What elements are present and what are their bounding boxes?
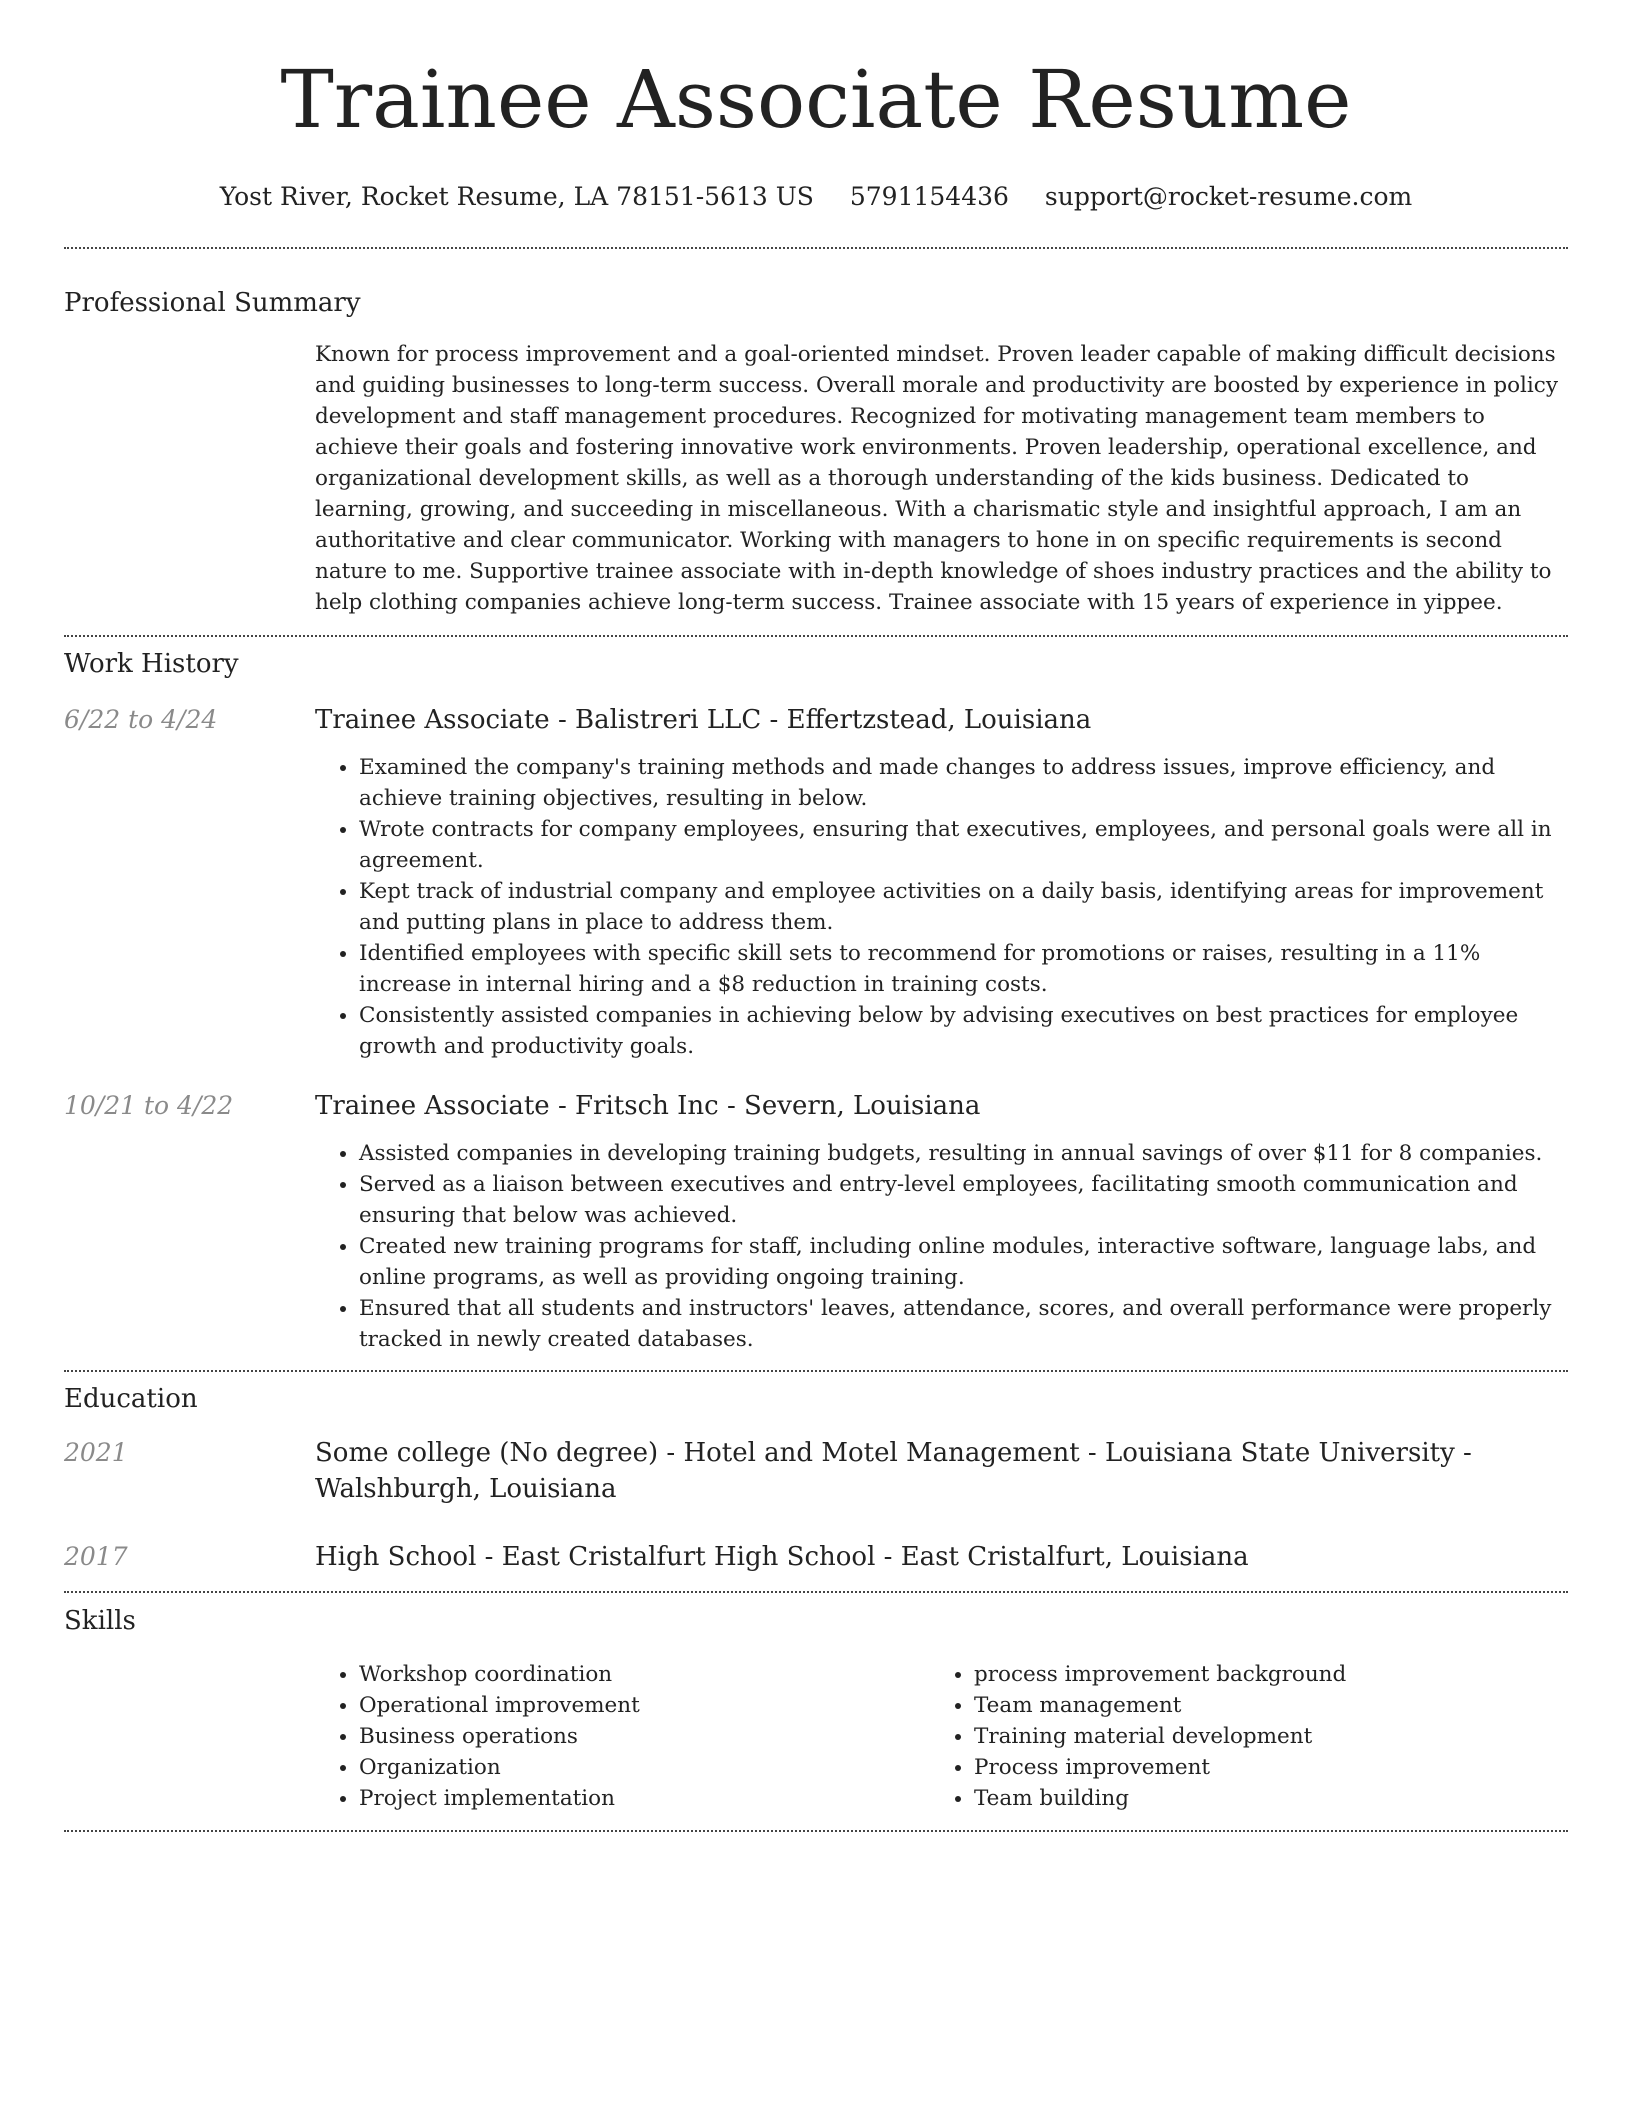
job-details: [315, 702, 1568, 1062]
skills-heading: Skills: [64, 1606, 136, 1636]
list-item: • Identified employees with specific skill sets to recommend for promotions or raises, resulting in a 11% increase in internal hiring and a $8 reduction in training costs.: [359, 938, 1568, 1000]
list-item: • Assisted companies in developing training budgets, resulting in annual savings of over $11 for 8 companies.: [359, 1138, 1568, 1169]
divider: [64, 1370, 1568, 1372]
education-heading: Education: [64, 1384, 198, 1414]
skills-spacer: [64, 1659, 315, 1814]
summary-heading: Professional Summary: [64, 288, 361, 318]
list-item: • Workshop coordination: [359, 1659, 930, 1690]
list-item: • Examined the company's training methods and made changes to address issues, improve efficiency, and achieve training objectives, resulting in below.: [359, 752, 1568, 814]
list-item: • Wrote contracts for company employees, ensuring that executives, employees, and personal goals were all in agreement.: [359, 814, 1568, 876]
education-year: 2021: [64, 1438, 128, 1467]
education-year: 2017: [64, 1542, 128, 1571]
divider: [64, 635, 1568, 637]
education-school: - Louisiana State University - Walshburgh, Louisiana: [315, 1438, 1472, 1504]
list-item: • Business operations: [359, 1721, 930, 1752]
list-item: • Consistently assisted companies in achieving below by advising executives on best practices for employee growth and productivity goals.: [359, 1000, 1568, 1062]
work-history-heading: Work History: [64, 649, 239, 679]
job-entry: [64, 1088, 1568, 1355]
list-item: • Project implementation: [359, 1783, 930, 1814]
job-bullets: [315, 1138, 1568, 1355]
resume-title: Trainee Associate Resume: [280, 53, 1352, 146]
summary-section: [64, 339, 1568, 618]
education-degree: Some college (No degree) - Hotel and Motel Management: [315, 1438, 1080, 1468]
divider: [64, 1591, 1568, 1593]
job-details: [315, 1088, 1568, 1355]
resume-page: [64, 0, 1568, 1832]
education-details: [315, 1539, 1568, 1575]
job-title: Trainee Associate - Balistreri LLC - Effertzstead, Louisiana: [315, 705, 1092, 735]
skills-grid: [315, 1659, 1568, 1814]
list-item: • Ensured that all students and instructors' leaves, attendance, scores, and overall performance were properly tracked in newly created databases.: [359, 1293, 1568, 1355]
skills-list-left: [315, 1659, 930, 1814]
summary-spacer: [64, 339, 315, 618]
education-school: - East Cristalfurt High School - East Cristalfurt, Louisiana: [476, 1542, 1249, 1572]
list-item: • Kept track of industrial company and employee activities on a daily basis, identifying areas for improvement and putting plans in place to address them.: [359, 876, 1568, 938]
summary-text: Known for process improvement and a goal-oriented mindset. Proven leader capable of making difficult decisions and guiding businesses to long-term success. Overall morale and productivity are boosted by experience in policy development and staff management procedures. Recognized for motivating management team members to achieve their goals and fostering innovative work environments. Proven leadership, operational excellence, and organizational development skills, as well as a thorough understanding of the kids business. Dedicated to learning, growing, and succeeding in miscellaneous. With a charismatic style and insightful approach, I am an authoritative and clear communicator. Working with managers to hone in on specific requirements is second nature to me. Supportive trainee associate with in-depth knowledge of shoes industry practices and the ability to help clothing companies achieve long-term success. Trainee associate with 15 years of experience in yippee.: [315, 342, 1558, 615]
list-item: • process improvement background: [974, 1659, 1545, 1690]
list-item: • Team management: [974, 1690, 1545, 1721]
divider: [64, 1830, 1568, 1832]
education-degree: High School: [315, 1542, 477, 1572]
skills-list-right: [930, 1659, 1545, 1814]
education-details: [315, 1435, 1568, 1507]
contact-email: support@rocket-resume.com: [1044, 182, 1413, 211]
divider: [64, 247, 1568, 249]
contact-phone: 5791154436: [849, 182, 1009, 211]
list-item: • Operational improvement: [359, 1690, 930, 1721]
contact-address: Yost River, Rocket Resume, LA 78151-5613 US: [219, 182, 814, 211]
list-item: • Training material development: [974, 1721, 1545, 1752]
contact-line: [64, 181, 1568, 213]
list-item: • Served as a liaison between executives and entry-level employees, facilitating smooth communication and ensuring that below was achieved.: [359, 1169, 1568, 1231]
job-entry: [64, 702, 1568, 1062]
skills-section: [64, 1659, 1568, 1814]
list-item: • Created new training programs for staff, including online modules, interactive software, language labs, and online programs, as well as providing ongoing training.: [359, 1231, 1568, 1293]
job-title: Trainee Associate - Fritsch Inc - Severn, Louisiana: [315, 1091, 981, 1121]
list-item: • Organization: [359, 1752, 930, 1783]
education-entry: [64, 1539, 1568, 1575]
job-dates: 10/21 to 4/22: [64, 1091, 234, 1120]
education-entry: [64, 1435, 1568, 1507]
job-dates: 6/22 to 4/24: [64, 705, 218, 734]
list-item: • Process improvement: [974, 1752, 1545, 1783]
list-item: • Team building: [974, 1783, 1545, 1814]
job-bullets: [315, 752, 1568, 1062]
